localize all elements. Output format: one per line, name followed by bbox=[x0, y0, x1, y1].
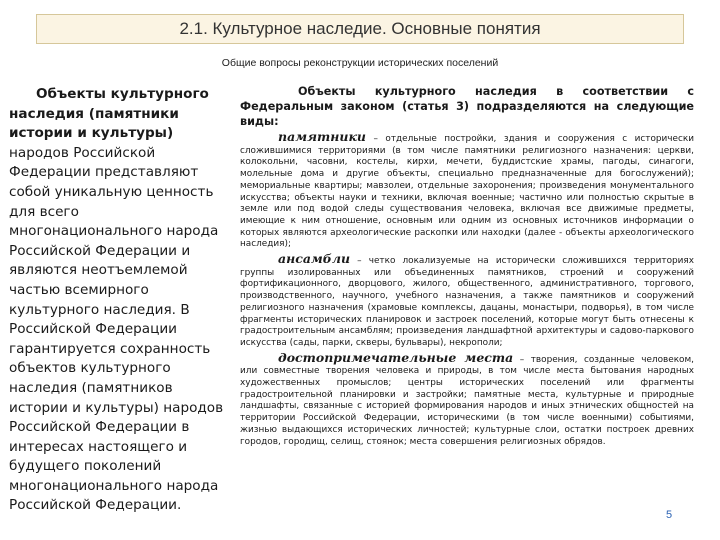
entry-term: достопримечательные места bbox=[278, 349, 514, 365]
slide-title: 2.1. Культурное наследие. Основные понятия bbox=[179, 19, 541, 38]
left-paragraph bbox=[9, 85, 229, 516]
right-column bbox=[240, 84, 694, 450]
left-column bbox=[9, 85, 229, 516]
entry-term: памятники bbox=[278, 129, 366, 144]
entry-ansambli bbox=[240, 253, 694, 350]
entry-pamyatniki bbox=[240, 131, 694, 251]
entry-term: ансамбли bbox=[278, 251, 351, 267]
left-bold-term: Объекты культурного наследия (памятники истории и культуры) bbox=[9, 86, 209, 142]
entry-text: – отдельные постройки, здания и сооружения с исторически сложившимися территориями (в том числе памятники религиозного назначения: церкви, колокольни, часовни, костелы, кирхи, мечети, буддистские храмы, пагоды, синагоги, молельные дома и другие объекты, специально предназначенные для богослужений); мемориальные квартиры; мавзолеи, отдельные захоронения; произведения монументального искусства; объекты науки и техники, включая военные; частично или полностью скрытые в земле или под водой следы существования человека, включая все движимые предметы, имеющие к ним отношение, основным или одним из основных источников информации о которых являются археологические раскопки или находки (далее - объекты археологического наследия); bbox=[240, 134, 694, 250]
left-body-text: народов Российской Федерации представляют собой уникальную ценность для всего многонационального народа Российской Федерации и являются неотъемлемой частью всемирного культурного наследия. В Российской Федерации гарантируется сохранность объектов культурного наследия (памятников истории и культуры) народов Российской Федерации в интересах настоящего и будущего поколений многонационального народа Российской Федерации. bbox=[9, 144, 224, 514]
entry-text: – четко локализуемые на исторически сложившихся территориях группы изолированных или объединенных памятников, строений и сооружений фортификационного, дворцового, жилого, общественного, административного, торгового, производственного, научного, учебного назначения, а также памятников и сооружений религиозного назначения (храмовые комплексы, дацаны, монастыри, подворья), в том числе фрагменты исторических планировок и застроек поселений, которые могут быть отнесены к градостроительным ансамблям; произведения ландшафтной архитектуры и садово-паркового искусства (сады, парки, скверы, бульвары), некрополи; bbox=[240, 256, 694, 348]
page-number: 5 bbox=[666, 509, 673, 521]
entry-dostoprimechatelnye-mesta bbox=[240, 349, 694, 449]
entry-text: – творения, созданные человеком, или совместные творения человека и природы, в том числе места бытования народных художественных промыслов; центры исторических поселений или фрагменты градостроительной планировки и застройки; памятные места, культурные и природные ландшафты, связанные с историей формирования народов и иных этнических общностей на территории Российской Федерации, историческими (в том числе военными) событиями, жизнью выдающихся исторических личностей; культурные слои, остатки построек древних городов, городищ, селищ, стоянок; места совершения религиозных обрядов. bbox=[240, 354, 694, 447]
slide-title-box bbox=[36, 14, 684, 44]
slide-subtitle: Общие вопросы реконструкции исторических поселений bbox=[221, 57, 499, 69]
right-intro: Объекты культурного наследия в соответствии с Федеральным законом (статья 3) подразделяются на следующие виды: bbox=[240, 85, 694, 128]
